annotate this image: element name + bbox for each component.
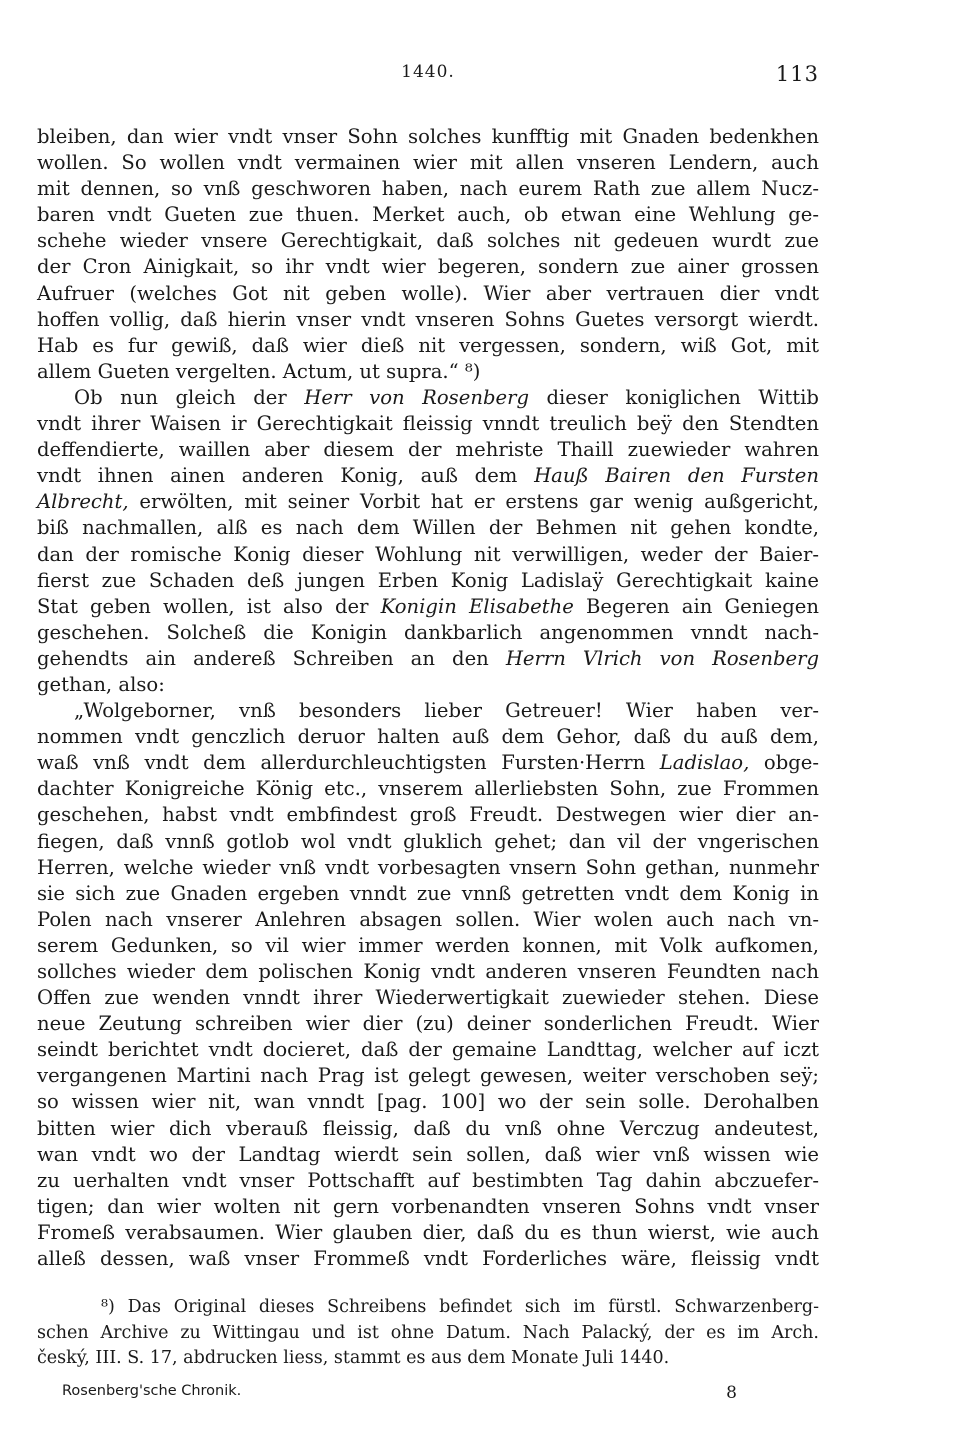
running-head: 1440. xyxy=(401,62,455,82)
text-line xyxy=(37,646,819,672)
text-line xyxy=(37,515,819,541)
text-run: gethan, also: xyxy=(37,672,165,696)
text-run: Herren, welche wieder vnß vndt vorbesagten vnsern Sohn gethan, nunmehr xyxy=(37,855,819,879)
text-run: obge- xyxy=(749,751,820,775)
text-run: vergangenen Martini nach Prag ist gelegt gewesen, weiter verschoben seÿ; xyxy=(37,1064,819,1088)
text-run: nommen vndt genczlich deruor halten auß dem Gehor, daß du auß dem, xyxy=(37,725,819,749)
text-line xyxy=(37,124,819,150)
text-line xyxy=(37,385,819,411)
text-run: schehe wieder vnsere Gerechtigkait, daß solches nit gedeuen wurdt zue xyxy=(37,229,819,253)
text-line xyxy=(37,333,819,359)
text-line xyxy=(37,855,819,881)
text-run: waß vnß vndt dem allerdurchleuchtigsten Fursten·Herrn xyxy=(37,751,660,775)
text-run: serem Gedunken, so vil wier immer werden konnen, mit Volk aufkomen, xyxy=(37,933,819,957)
text-line xyxy=(37,724,819,750)
text-line xyxy=(37,542,819,568)
footnote-line xyxy=(37,1346,819,1372)
text-run: baren vndt Gueten zue thuen. Merket auch, ob etwan eine Wehlung ge- xyxy=(37,203,819,227)
text-line xyxy=(37,1037,819,1063)
footnote-line xyxy=(37,1321,819,1347)
text-line xyxy=(37,698,819,724)
text-run: dan der romische Konig dieser Wohlung nit verwilligen, weder der Baier- xyxy=(37,542,819,566)
text-line xyxy=(37,568,819,594)
text-run: „Wolgeborner, vnß besonders lieber Getreuer! Wier haben ver- xyxy=(74,699,819,723)
text-run: Begeren ain Geniegen xyxy=(573,594,819,618)
text-line xyxy=(37,1089,819,1115)
text-run: sollches wieder dem polischen Konig vndt anderen vnseren Feundten nach xyxy=(37,960,819,983)
text-run: ⁸) Das Original dieses Schreibens befindet sich im fürstl. Schwarzenberg- xyxy=(101,1297,819,1317)
text-run: mit dennen, so vnß geschworen haben, nach eurem Rath zue allem Nucz- xyxy=(37,177,819,201)
text-run: allem Gueten vergelten. Actum, ut supra.“ ⁸) xyxy=(37,359,481,383)
text-line xyxy=(37,881,819,907)
text-line xyxy=(37,1194,819,1220)
text-run: bitten wier dich vberauß fleissig, daß du vnß ohne Verczug andeutest, xyxy=(37,1116,819,1140)
text-line xyxy=(37,933,819,959)
italic-name: Hauß Bairen den Fursten xyxy=(534,464,819,488)
text-run: bleiben, dan wier vndt vnser Sohn solches kunfftig mit Gnaden bedenkhen xyxy=(37,125,819,148)
text-run: Hab es fur gewiß, daß wier dieß nit vergessen, sondern, wiß Got, mit xyxy=(37,333,819,357)
text-line xyxy=(37,1220,819,1246)
text-run: vndt ihrer Waisen ir Gerechtigkait fleissig vnndt treulich beÿ den Stendten xyxy=(37,412,819,436)
text-line xyxy=(37,254,819,280)
text-run: wan vndt wo der Landtag wierdt sein sollen, daß wier vnß wissen wie xyxy=(37,1142,819,1166)
text-line xyxy=(37,281,819,307)
text-run: erwölten, mit seiner Vorbit hat er erstens gar wenig außgericht, xyxy=(128,490,819,514)
italic-name: Ladislao, xyxy=(659,751,750,775)
footnote-line xyxy=(37,1295,819,1321)
text-line xyxy=(37,907,819,933)
main-text xyxy=(37,124,819,1272)
footnote-block xyxy=(37,1295,819,1372)
text-run: hoffen vollig, daß hierin vnser vndt vnseren Sohns Guetes versorgt wierdt. xyxy=(37,307,819,331)
text-run: Stat geben wollen, ist also der xyxy=(37,594,381,618)
text-run: so wissen wier nit, wan vnndt [pag. 100] wo der sein solle. Derohalben xyxy=(37,1090,819,1114)
text-run: fiegen, daß vnnß gotlob wol vndt gluklich gehet; dan vil der vngerischen xyxy=(37,829,819,853)
text-line xyxy=(37,594,819,620)
text-line xyxy=(37,1063,819,1089)
text-run: gehendts ain andereß Schreiben an den xyxy=(37,646,506,670)
text-line xyxy=(37,176,819,202)
text-line xyxy=(37,750,819,776)
page-number: 113 xyxy=(775,62,819,86)
text-line xyxy=(37,1011,819,1037)
text-run: dachter Konigreiche König etc., vnserem allerliebsten Sohn, zue Frommen xyxy=(37,777,819,801)
italic-name: Konigin Elisabethe xyxy=(380,594,574,618)
text-run: biß nachmallen, alß es nach dem Willen der Behmen nit gehen kondte, xyxy=(37,516,819,540)
text-line xyxy=(37,1142,819,1168)
text-run: sie sich zue Gnaden ergeben vnndt zue vnnß getretten vndt dem Konig in xyxy=(37,881,819,905)
text-line xyxy=(37,202,819,228)
text-run: der Cron Ainigkait, so ihr vndt wier begeren, sondern zue ainer grossen xyxy=(37,255,819,279)
text-line xyxy=(37,411,819,437)
text-line xyxy=(37,307,819,333)
text-run: Aufruer (welches Got nit geben wolle). Wier aber vertrauen dier vndt xyxy=(37,281,819,305)
text-run: seindt berichtet vndt docieret, daß der gemaine Landttag, welcher auf iczt xyxy=(37,1038,819,1062)
text-run: Ob nun gleich der xyxy=(74,385,305,409)
text-run: český, III. S. 17, abdrucken liess, stammt es aus dem Monate Juli 1440. xyxy=(37,1348,670,1368)
text-run: geschehen. Solcheß die Konigin dankbarlich angenommen vnndt nach- xyxy=(37,620,819,644)
signature-title: Rosenberg'sche Chronik. xyxy=(62,1383,242,1399)
text-run: vndt ihnen ainen anderen Konig, auß dem xyxy=(37,464,535,488)
text-line xyxy=(37,1168,819,1194)
text-line xyxy=(37,150,819,176)
text-run: geschehen, habst vndt embfindest groß Freudt. Destwegen wier dier an- xyxy=(37,803,819,827)
text-line xyxy=(37,359,819,385)
text-run: wollen. So wollen vndt vermainen wier mit allen vnseren Lendern, auch xyxy=(37,151,819,175)
text-line xyxy=(37,1116,819,1142)
text-run: Polen nach vnserer Anlehren absagen sollen. Wier wolen auch nach vn- xyxy=(37,907,819,931)
text-line xyxy=(37,985,819,1011)
italic-name: Albrecht, xyxy=(37,490,129,514)
signature-line xyxy=(62,1383,737,1407)
text-line xyxy=(37,620,819,646)
text-run: Fromeß verabsaumen. Wier glauben dier, daß du es thun wierst, wie auch xyxy=(37,1220,819,1244)
text-run: alleß dessen, waß vnser Frommeß vndt Forderliches wäre, fleissig vndt xyxy=(37,1247,819,1271)
text-line xyxy=(37,1246,819,1272)
signature-number: 8 xyxy=(726,1383,737,1403)
italic-name: Herrn Vlrich von Rosenberg xyxy=(505,646,819,670)
text-line xyxy=(37,959,819,985)
text-line xyxy=(37,228,819,254)
text-line xyxy=(37,489,819,515)
text-run: tigen; dan wier wolten nit gern vorbenandten vnseren Sohns vndt vnser xyxy=(37,1194,819,1218)
text-line xyxy=(37,776,819,802)
text-run: fierst zue Schaden deß jungen Erben Konig Ladislaÿ Gerechtigkait kaine xyxy=(37,568,819,592)
italic-name: Herr von Rosenberg xyxy=(304,385,529,409)
text-line xyxy=(37,672,819,698)
text-line xyxy=(37,802,819,828)
text-run: deffendierte, waillen aber diesem der mehriste Thaill zuewieder wahren xyxy=(37,438,819,462)
page-header xyxy=(37,62,819,90)
text-line xyxy=(37,829,819,855)
text-line xyxy=(37,437,819,463)
text-run: schen Archive zu Wittingau und ist ohne Datum. Nach Palacký, der es im Arch. xyxy=(37,1322,819,1343)
text-run: zu uerhalten vndt vnser Pottschafft auf bestimbten Tag dahin abczuefer- xyxy=(37,1168,819,1192)
text-run: neue Zeutung schreiben wier dier (zu) deiner sonderlichen Freudt. Wier xyxy=(37,1012,819,1036)
text-run: dieser koniglichen Wittib xyxy=(529,385,819,409)
text-line xyxy=(37,463,819,489)
text-run: Offen zue wenden vnndt ihrer Wiederwertigkait zuewieder stehen. Diese xyxy=(37,986,819,1010)
